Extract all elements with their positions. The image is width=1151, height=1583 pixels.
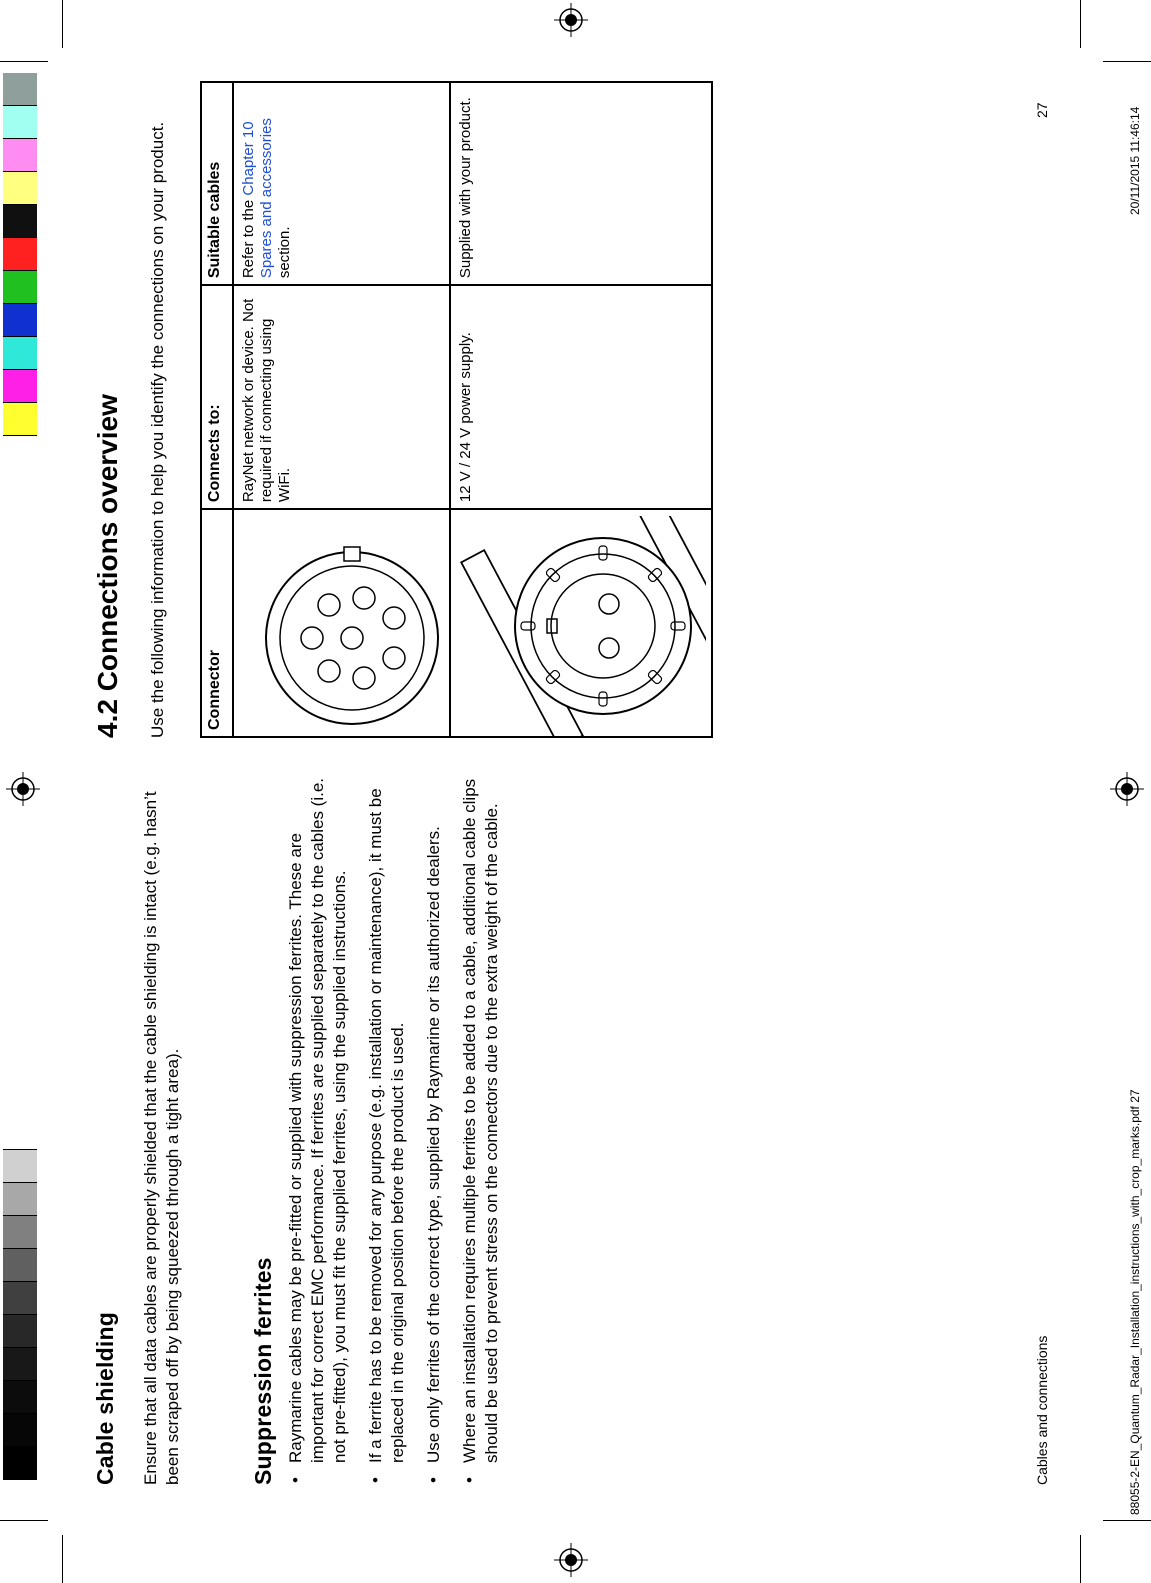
cables-text-prefix: Refer to the — [240, 195, 257, 279]
8-pin-raynet-connector-icon — [234, 516, 444, 736]
cables-text-suffix: section. — [276, 226, 293, 279]
suppression-ferrites-heading: Suppression ferrites — [250, 1257, 276, 1485]
connections-table — [200, 81, 713, 738]
connects-to-cell: RayNet network or device. Not required if connecting using WiFi. — [233, 285, 450, 509]
print-slug-filename: 88055-2-EN_Quantum_Radar_Installation_instructions_with_crop_marks.pdf 27 — [1128, 1089, 1142, 1515]
print-slug-timestamp: 20/11/2015 11:46:14 — [1128, 106, 1142, 215]
list-item: • Where an installation requires multiple ferrites to be added to a cable, additional cable clips should be used to prevent stress on the connectors due to the extra weight of the cable. — [459, 765, 503, 1485]
list-item: • If a ferrite has to be removed for any purpose (e.g. installation or maintenance), it must be replaced in the original position before the product is used. — [365, 765, 409, 1485]
table-row — [233, 82, 450, 737]
2-pin-power-connector-icon — [451, 516, 706, 736]
suitable-cables-cell — [450, 82, 712, 285]
cable-shielding-text: Ensure that all data cables are properly shielded that the cable shielding is intact (e.g. hasn’t been scraped off by being squeezed through a tight area). — [141, 791, 182, 1485]
footer-section-name: Cables and connections — [1034, 1335, 1050, 1485]
table-header-row — [201, 82, 233, 737]
cable-shielding-heading: Cable shielding — [92, 1312, 118, 1485]
chapter-10-link[interactable]: Chapter 10 Spares and accessories — [240, 118, 275, 279]
connects-to-cell: 12 V / 24 V power supply. — [450, 285, 712, 509]
connector-cell — [450, 509, 712, 737]
suitable-cables-cell — [233, 82, 450, 285]
column-header-connector: Connector — [201, 509, 233, 737]
cables-text-prefix: Supplied with your product. — [457, 97, 474, 279]
ferrites-bullet-list — [285, 765, 517, 1485]
section-title: 4.2 Connections overview — [92, 394, 123, 738]
section-intro: Use the following information to help you identify the connections on your product. — [148, 121, 167, 738]
column-header-suitable-cables: Suitable cables — [201, 82, 233, 285]
page-number: 27 — [1034, 102, 1050, 118]
connector-cell — [233, 509, 450, 737]
column-header-connects-to: Connects to: — [201, 285, 233, 509]
list-item: • Raymarine cables may be pre-fitted or supplied with suppression ferrites. These are important for correct EMC performance. If ferrites are supplied separately to the cables (i.e. not pre-fitted), you must fit the supplied ferrites, using the supplied instructions. — [285, 765, 351, 1485]
list-item: • Use only ferrites of the correct type, supplied by Raymarine or its authorized dealers. — [423, 765, 445, 1485]
table-row — [450, 82, 712, 737]
